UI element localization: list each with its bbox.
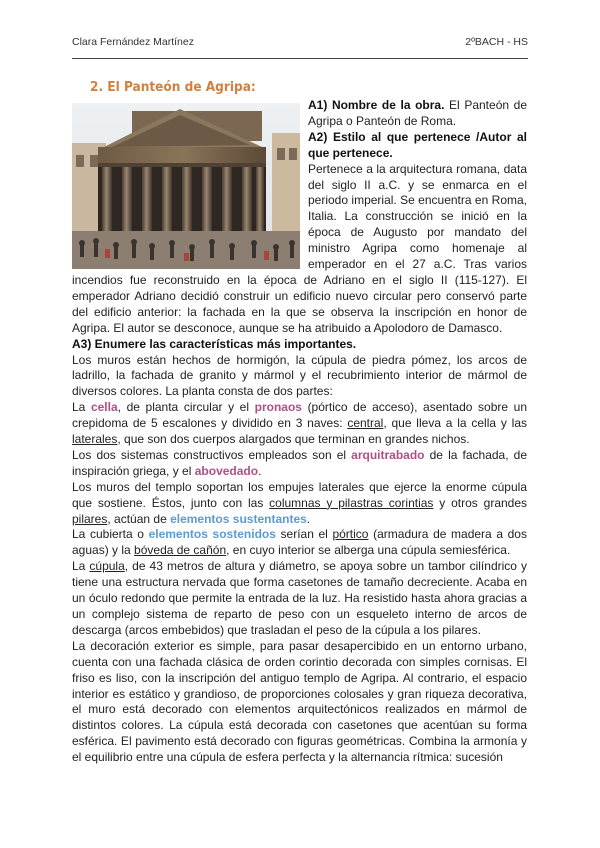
header-rule	[72, 58, 528, 59]
term-laterales: laterales	[72, 432, 118, 447]
a3-cupula: La cúpula, de 43 metros de altura y diámetro, se apoya sobre un tambor cilíndrico y tiene una estructura nervada que forma casetones de tamaño decreciente. Acaba en un óculo redondo que permite la entrada de la luz. Ha resistido hasta ahora gracias a un complejo sistema de reparto de peso con un esqueleto interno de arcos de descarga (arcos embebidos) que trasladan el peso de la cúpula a los pilares.	[72, 559, 527, 637]
term-pilares: pilares	[72, 511, 108, 526]
a1-text: El Panteón de Agripa o Panteón de Roma.	[308, 98, 527, 128]
a2-text: Pertenece a la arquitectura romana, data del siglo II a.C. y se enmarca en el periodo imperial. Se encuentra en Roma, Italia. La construcción se inició en la época de Augusto por mandato del ministro Agripa como homenaje al emperador en el 27 a.C. Tras varios incendios fue reconstruido en la época de Adriano en el siglo II (115-127). El emperador Adriano decidió construir un edificio nuevo circular pero conservó parte del edificio anterior: la fachada en la que se observa la inscripción en honor de Agripa. El autor se desconoce, aunque se ha atribuido a Apolodoro de Damasco.	[72, 161, 527, 335]
a3-muros: Los muros del templo soportan los empujes laterales que ejerce la enorme cúpula que sostiene. Éstos, junto con las columnas y pilastras corintias y otros grandes pilares, actúan de elementos sustentantes.	[72, 479, 528, 526]
term-portico: pórtico	[332, 527, 369, 542]
term-cella: cella	[90, 400, 118, 415]
document-body	[72, 98, 527, 766]
a3-label: A3) Enumere las características más importantes.	[72, 336, 357, 351]
a3-cubierta: La cubierta o elementos sostenidos serían el pórtico (armadura de madera a dos aguas) y la bóveda de cañón, en cuyo interior se alberga una cúpula semiesférica.	[72, 527, 527, 558]
term-central: central	[347, 416, 384, 431]
term-cupula: cúpula	[89, 559, 125, 574]
a3-sistemas: Los dos sistemas constructivos empleados son el arquitrabado de la fachada, de inspiración griega, y el abovedado.	[72, 447, 527, 478]
a1-label: A1) Nombre de la obra.	[308, 98, 445, 112]
a3-intro: Los muros están hechos de hormigón, la cúpula de piedra pómez, los arcos de ladrillo, la fachada de granito y mármol y el recubrimiento interior de mármol de diversos colores. La planta consta de dos partes:	[72, 352, 527, 399]
term-abovedado: abovedado	[194, 463, 259, 478]
header-course: 2ºBACH - HS	[465, 36, 528, 48]
a3-planta: La cella, de planta circular y el pronaos (pórtico de acceso), asentado sobre un crepidoma de 5 escalones y dividido en 3 naves: central, que lleva a la cella y las laterales, que son dos cuerpos alargados que terminan en grandes nichos.	[72, 400, 527, 447]
term-sustentantes: elementos sustentantes	[170, 511, 307, 526]
section-title: 2. El Panteón de Agripa:	[90, 79, 256, 95]
header-author: Clara Fernández Martínez	[72, 36, 194, 48]
a2-label: A2) Estilo al que pertenece /Autor al que pertenece.	[308, 129, 527, 160]
term-boveda: bóveda de cañón	[134, 543, 227, 558]
term-sostenidos: elementos sostenidos	[148, 527, 276, 542]
page-header	[72, 36, 528, 50]
term-pronaos: pronaos	[254, 400, 302, 415]
term-columnas: columnas y pilastras corintias	[269, 495, 434, 510]
term-arquitrabado: arquitrabado	[351, 447, 425, 462]
a3-decoracion: La decoración exterior es simple, para pasar desapercibido en un entorno urbano, cuenta con una fachada clásica de orden corintio decorada con simples cornisas. El friso es liso, con la inscripción del antiguo templo de Agripa. Al contrario, el espacio interior es estático y grandioso, de proporciones colosales y gran riqueza decorativa, el muro está decorado con elementos arquitectónicos realizados en mármol de distintos colores. La cúpula está decorada con casetones que acentúan su forma esférica. El pavimento está decorado con figuras geométricas. Combina la armonía y el equilibrio entre una cúpula de esfera perfecta y la alternancia rítmica: sucesión	[72, 638, 527, 765]
